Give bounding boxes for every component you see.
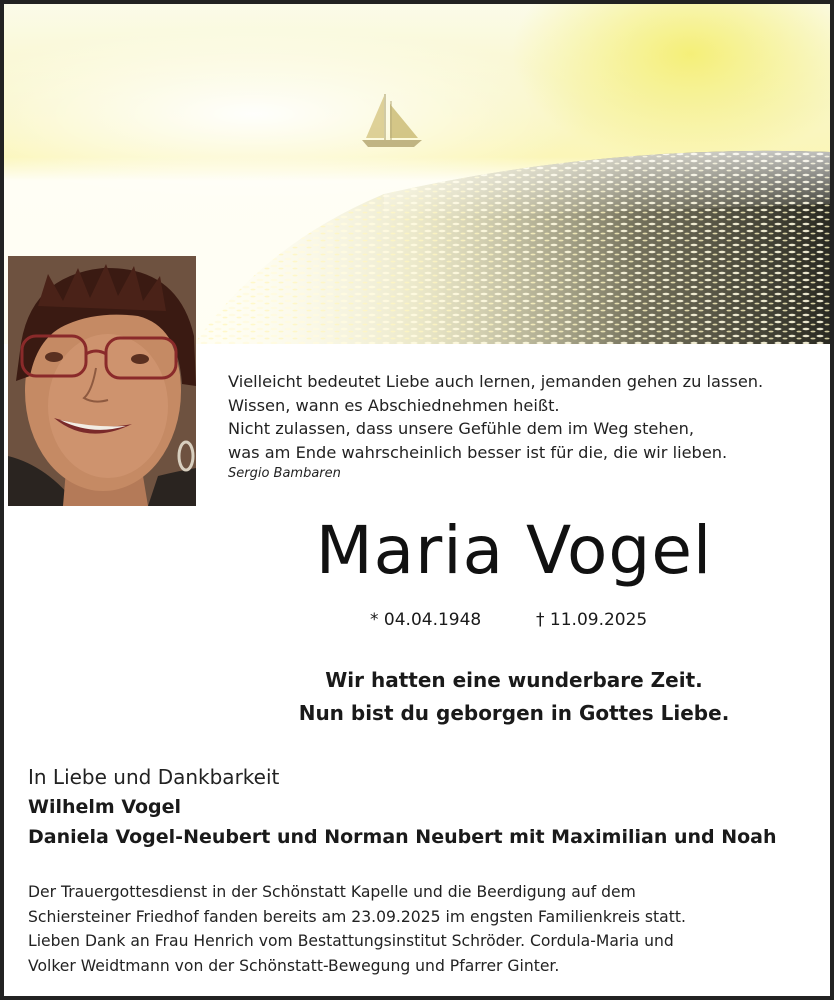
quote-author: Sergio Bambaren <box>228 466 341 481</box>
birth-date: * 04.04.1948 <box>370 610 482 630</box>
sailboat-icon <box>362 94 422 147</box>
portrait-photo <box>8 256 196 506</box>
quote-line: Nicht zulassen, dass unsere Gefühle dem im Weg stehen, <box>228 419 695 438</box>
service-notice <box>28 880 818 978</box>
memorial-quote <box>228 370 808 483</box>
mourner-name: Daniela Vogel-Neubert und Norman Neubert mit Maximilian und Noah <box>28 826 777 848</box>
motto-line: Wir hatten eine wunderbare Zeit. <box>325 668 703 692</box>
service-notice-line: Schiersteiner Friedhof fanden bereits am 23.09.2025 im engsten Familienkreis statt. <box>28 907 686 926</box>
service-notice-line: Der Trauergottesdienst in der Schönstatt Kapelle und die Beerdigung auf dem <box>28 883 636 901</box>
quote-line: was am Ende wahrscheinlich besser ist für die, die wir lieben. <box>228 442 728 462</box>
mourners-section <box>28 762 818 852</box>
memorial-motto <box>244 664 784 730</box>
motto-line: Nun bist du geborgen in Gottes Liebe. <box>298 701 730 725</box>
death-date: † 11.09.2025 <box>536 610 648 630</box>
mourner-name: Wilhelm Vogel <box>28 796 182 818</box>
quote-line: Wissen, wann es Abschiednehmen heißt. <box>228 395 560 415</box>
service-notice-line: Lieben Dank an Frau Henrich vom Bestattungsinstitut Schröder. Cordula-Maria und <box>28 932 674 950</box>
quote-line: Vielleicht bedeutet Liebe auch lernen, jemanden gehen zu lassen. <box>228 372 764 391</box>
service-notice-line: Volker Weidtmann von der Schönstatt-Bewegung und Pfarrer Ginter. <box>28 956 560 975</box>
mourners-intro: In Liebe und Dankbarkeit <box>28 765 280 789</box>
deceased-name: Maria Vogel <box>315 512 713 589</box>
portrait-illustration <box>8 256 196 506</box>
